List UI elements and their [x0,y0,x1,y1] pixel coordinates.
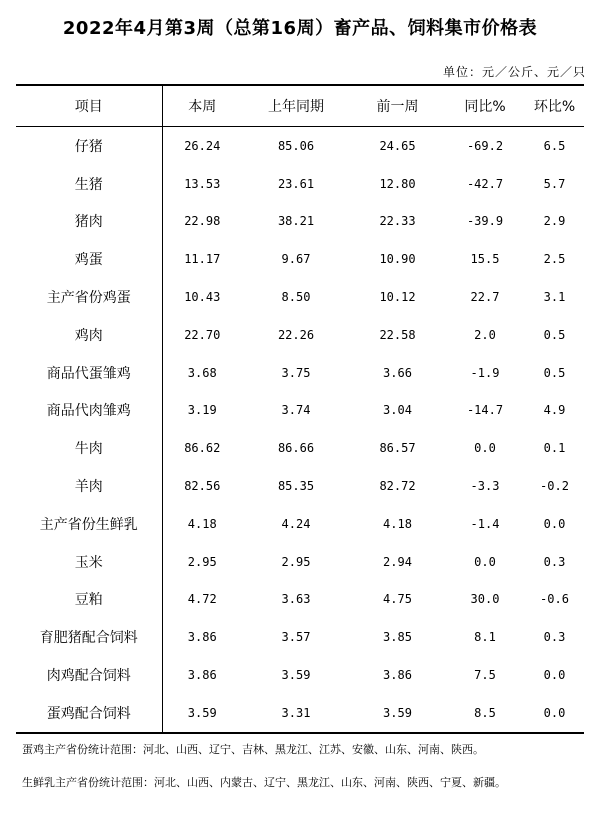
table-row [16,467,584,505]
cell-yoy: -14.7 [466,403,504,418]
cell-item: 玉米 [74,554,103,571]
table-row [16,429,584,467]
cell-last-year: 3.63 [281,592,311,607]
cell-yoy: 15.5 [470,252,500,267]
footnotes [22,742,592,808]
cell-prev-week: 3.66 [383,365,412,380]
cell-yoy: 8.5 [474,705,496,720]
table-row [16,278,584,316]
column-header-wow: 环比% [525,85,584,127]
cell-item: 生猪 [74,176,103,193]
cell-yoy: 0.0 [474,441,496,456]
table-row [16,240,584,278]
table-row [16,581,584,619]
cell-yoy: 0.0 [474,554,496,569]
cell-last-year: 38.21 [277,214,315,229]
cell-this-week: 3.19 [162,392,242,430]
cell-this-week: 3.86 [162,618,242,656]
table-row [16,316,584,354]
cell-prev-week: 4.18 [383,516,412,531]
cell-this-week: 3.86 [162,656,242,694]
cell-item: 蛋鸡配合饲料 [46,705,131,722]
cell-this-week: 82.56 [162,467,242,505]
cell-prev-week: 24.65 [379,138,416,153]
cell-wow: 0.1 [543,441,566,456]
cell-yoy: -3.3 [470,479,500,494]
column-header-this-week: 本周 [162,85,242,127]
cell-prev-week: 4.75 [383,592,412,607]
cell-yoy: -42.7 [466,176,504,191]
cell-prev-week: 3.04 [383,403,412,418]
table-row [16,694,584,733]
cell-wow: 0.0 [543,705,566,720]
table-row [16,392,584,430]
cell-prev-week: 2.94 [383,554,412,569]
table-row [16,354,584,392]
cell-wow: 0.3 [543,554,566,569]
cell-yoy: 30.0 [470,592,500,607]
cell-last-year: 3.31 [281,705,311,720]
cell-this-week: 13.53 [162,165,242,203]
cell-last-year: 9.67 [281,252,311,267]
price-table [16,84,584,734]
cell-wow: -0.6 [540,592,569,607]
cell-yoy: -39.9 [466,214,504,229]
cell-last-year: 85.06 [277,138,315,153]
footnote-milk-provinces: 生鲜乳主产省份统计范围：河北、山西、内蒙古、辽宁、黑龙江、山东、河南、陕西、宁夏、新疆。 [22,776,506,789]
cell-this-week: 86.62 [162,429,242,467]
cell-this-week: 3.68 [162,354,242,392]
cell-wow: 2.5 [543,252,566,267]
cell-wow: -0.2 [540,479,569,494]
cell-item: 牛肉 [74,441,103,458]
cell-item: 育肥猪配合饲料 [39,630,138,647]
table-row [16,127,584,165]
cell-last-year: 3.57 [281,630,311,645]
cell-prev-week: 3.86 [383,668,412,683]
cell-wow: 2.9 [543,214,566,229]
column-header-last-year: 上年同期 [242,85,350,127]
cell-prev-week: 3.59 [383,705,412,720]
page-title: 2022年4月第3周（总第16周）畜产品、饲料集市价格表 [62,18,538,39]
cell-prev-week: 22.58 [379,327,416,342]
column-header-item: 项目 [16,85,162,127]
cell-item: 豆粕 [74,592,103,609]
cell-prev-week: 86.57 [379,441,416,456]
cell-yoy: 22.7 [470,290,500,305]
cell-prev-week: 22.33 [379,214,416,229]
cell-this-week: 4.18 [162,505,242,543]
cell-yoy: 2.0 [474,327,496,342]
cell-item: 仔猪 [74,138,103,155]
cell-last-year: 3.75 [281,365,311,380]
table-row [16,203,584,241]
cell-prev-week: 12.80 [379,176,416,191]
cell-yoy: -1.4 [470,516,500,531]
cell-item: 商品代蛋雏鸡 [46,365,131,382]
cell-this-week: 3.59 [162,694,242,733]
cell-this-week: 2.95 [162,543,242,581]
cell-this-week: 22.70 [162,316,242,354]
table-header-row [16,85,584,127]
cell-yoy: -1.9 [470,365,500,380]
table-body [16,127,584,733]
cell-this-week: 26.24 [162,127,242,165]
cell-prev-week: 3.85 [383,630,412,645]
table-row [16,618,584,656]
cell-last-year: 3.74 [281,403,311,418]
cell-item: 羊肉 [74,479,103,496]
table-row [16,165,584,203]
cell-wow: 4.9 [543,403,566,418]
cell-this-week: 11.17 [162,240,242,278]
cell-last-year: 8.50 [281,290,311,305]
cell-item: 猪肉 [74,214,103,231]
cell-prev-week: 82.72 [379,479,416,494]
cell-wow: 6.5 [543,138,566,153]
cell-yoy: 7.5 [474,668,496,683]
cell-item: 主产省份生鲜乳 [39,516,138,533]
cell-item: 鸡肉 [74,327,103,344]
cell-yoy: 8.1 [474,630,496,645]
cell-prev-week: 10.12 [379,290,416,305]
cell-item: 肉鸡配合饲料 [46,668,131,685]
cell-last-year: 23.61 [277,176,315,191]
cell-last-year: 85.35 [277,479,315,494]
cell-wow: 0.5 [543,365,566,380]
cell-yoy: -69.2 [466,138,504,153]
cell-item: 鸡蛋 [74,252,103,269]
table-row [16,505,584,543]
cell-wow: 5.7 [543,176,566,191]
cell-wow: 0.0 [543,516,566,531]
cell-wow: 0.0 [543,668,566,683]
cell-last-year: 2.95 [281,554,311,569]
cell-prev-week: 10.90 [379,252,416,267]
column-header-yoy: 同比% [445,85,525,127]
cell-item: 商品代肉雏鸡 [46,403,131,420]
cell-wow: 0.3 [543,630,566,645]
cell-this-week: 10.43 [162,278,242,316]
cell-last-year: 3.59 [281,668,311,683]
cell-this-week: 4.72 [162,581,242,619]
cell-this-week: 22.98 [162,203,242,241]
unit-note: 单位：元／公斤、元／只 [442,65,586,79]
cell-last-year: 22.26 [277,327,315,342]
column-header-prev-week: 前一周 [350,85,445,127]
cell-last-year: 86.66 [277,441,315,456]
cell-wow: 0.5 [543,327,566,342]
cell-last-year: 4.24 [281,516,311,531]
table-row [16,543,584,581]
cell-item: 主产省份鸡蛋 [46,290,131,307]
table-row [16,656,584,694]
footnote-egg-provinces: 蛋鸡主产省份统计范围：河北、山西、辽宁、吉林、黑龙江、江苏、安徽、山东、河南、陕西。 [22,743,484,756]
cell-wow: 3.1 [543,290,566,305]
